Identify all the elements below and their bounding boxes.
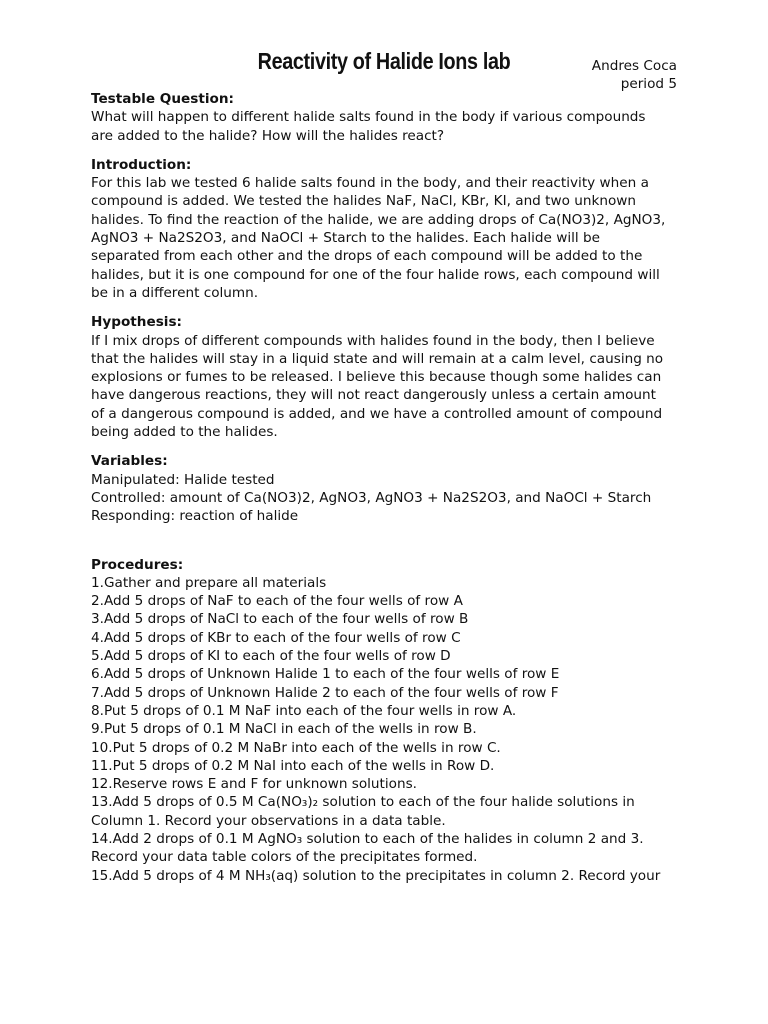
procedure-step: 4.Add 5 drops of KBr to each of the four wells of row C: [91, 629, 461, 646]
section-heading: Hypothesis:: [91, 314, 182, 331]
section-text: [91, 471, 691, 526]
procedure-step: 7.Add 5 drops of Unknown Halide 2 to each of the four wells of row F: [91, 684, 559, 701]
text-line: that the halides will stay in a liquid state and will remain at a calm level, causing no: [91, 350, 664, 367]
text-line: explosions or fumes to be released. I believe this because though some halides can: [91, 369, 662, 386]
text-line: Manipulated: Halide tested: [91, 471, 275, 488]
text-line: halides. To find the reaction of the halide, we are adding drops of Ca(NO3)2, AgNO3,: [91, 211, 666, 228]
text-line: have dangerous reactions, they will not react dangerously unless a certain amount: [91, 387, 656, 404]
procedure-step: Column 1. Record your observations in a data table.: [91, 812, 446, 829]
section-text: [91, 108, 691, 145]
text-line: Controlled: amount of Ca(NO3)2, AgNO3, AgNO3 + Na2S2O3, and NaOCl + Starch: [91, 489, 652, 506]
procedure-step: 5.Add 5 drops of KI to each of the four wells of row D: [91, 648, 451, 665]
section-introduction: [91, 156, 691, 302]
procedure-step: 2.Add 5 drops of NaF to each of the four wells of row A: [91, 593, 463, 610]
section-procedures: [91, 556, 691, 885]
text-line: What will happen to different halide salts found in the body if various compounds: [91, 109, 646, 126]
section-heading: Procedures:: [91, 556, 184, 573]
section-variables: [91, 452, 691, 525]
section-heading: Introduction:: [91, 156, 192, 173]
page-title: Reactivity of Halide Ions lab: [257, 48, 511, 74]
text-line: being added to the halides.: [91, 424, 278, 441]
procedure-step: 14.Add 2 drops of 0.1 M AgNO₃ solution to each of the halides in column 2 and 3.: [91, 830, 644, 847]
procedure-step: 9.Put 5 drops of 0.1 M NaCl in each of the wells in row B.: [91, 721, 477, 738]
procedure-step: 15.Add 5 drops of 4 M NH₃(aq) solution to the precipitates in column 2. Record your: [91, 867, 661, 884]
procedure-step: Record your data table colors of the precipitates formed.: [91, 849, 478, 866]
author-block: [592, 57, 677, 94]
document-body: [91, 90, 691, 885]
section-hypothesis: [91, 313, 691, 441]
text-line: compound is added. We tested the halides NaF, NaCl, KBr, KI, and two unknown: [91, 193, 636, 210]
text-line: separated from each other and the drops of each compound will be added to the: [91, 248, 643, 265]
procedure-list: [91, 574, 691, 885]
procedure-step: 3.Add 5 drops of NaCl to each of the four wells of row B: [91, 611, 469, 628]
text-line: AgNO3 + Na2S2O3, and NaOCl + Starch to the halides. Each halide will be: [91, 230, 600, 247]
procedure-step: 8.Put 5 drops of 0.1 M NaF into each of the four wells in row A.: [91, 702, 517, 719]
procedure-step: 1.Gather and prepare all materials: [91, 574, 327, 591]
author-period: period 5: [620, 76, 677, 93]
text-line: be in a different column.: [91, 284, 259, 301]
text-line: of a dangerous compound is added, and we have a controlled amount of compound: [91, 405, 663, 422]
procedure-step: 6.Add 5 drops of Unknown Halide 1 to each of the four wells of row E: [91, 666, 560, 683]
section-text: [91, 332, 691, 442]
procedure-step: 13.Add 5 drops of 0.5 M Ca(NO₃)₂ solution to each of the four halide solutions in: [91, 794, 635, 811]
text-line: If I mix drops of different compounds with halides found in the body, then I believe: [91, 332, 655, 349]
text-line: For this lab we tested 6 halide salts found in the body, and their reactivity when a: [91, 175, 649, 192]
section-text: [91, 174, 691, 302]
section-heading: Testable Question:: [91, 91, 234, 107]
text-line: Responding: reaction of halide: [91, 508, 299, 525]
text-line: halides, but it is one compound for one of the four halide rows, each compound will: [91, 266, 660, 283]
section-heading: Variables:: [91, 453, 168, 470]
procedure-step: 11.Put 5 drops of 0.2 M NaI into each of the wells in Row D.: [91, 757, 495, 774]
section-testable-question: [91, 90, 691, 145]
author-name: Andres Coca: [591, 58, 677, 74]
text-line: are added to the halide? How will the halides react?: [91, 127, 445, 144]
procedure-step: 12.Reserve rows E and F for unknown solutions.: [91, 776, 417, 793]
procedure-step: 10.Put 5 drops of 0.2 M NaBr into each of the wells in row C.: [91, 739, 501, 756]
